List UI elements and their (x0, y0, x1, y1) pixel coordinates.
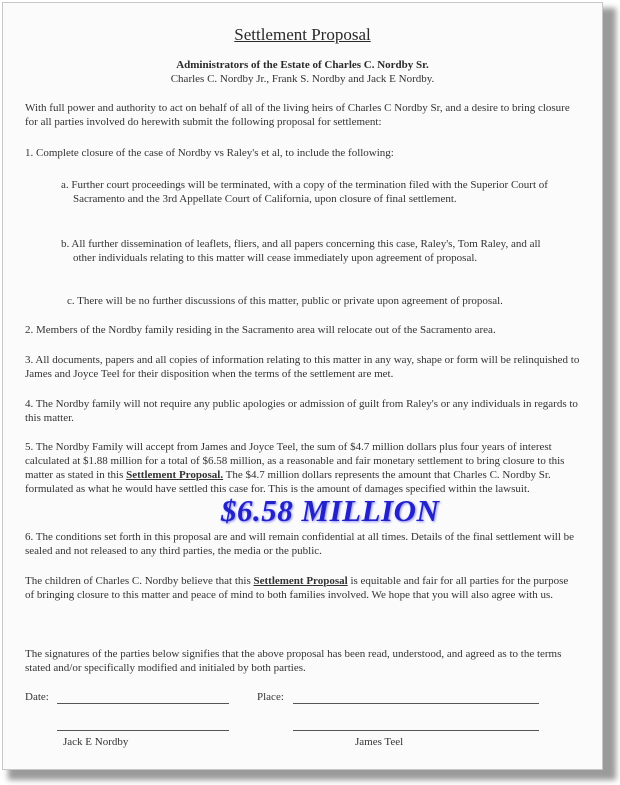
closing-text: The children of Charles C. Nordby believe that this (25, 575, 254, 587)
item-1c: c. There will be no further discussions of this matter, public or private upon agreement of proposal. (67, 295, 503, 307)
amount-stamp: $6.58 MILLION (221, 493, 440, 528)
signature-line-2[interactable] (293, 730, 539, 731)
document-page (2, 2, 603, 770)
signature-line-1[interactable] (57, 730, 229, 731)
signer-1-name: Jack E Nordby (63, 736, 129, 748)
item-2: 2. Members of the Nordby family residing in the Sacramento area will relocate out of the Sacramento area. (25, 324, 496, 336)
item-1: 1. Complete closure of the case of Nordby vs Raley's et al, to include the following: (25, 147, 394, 159)
signer-2-name: James Teel (355, 736, 404, 748)
item-5-text-cont: The $4.7 million dollars represents the amount that Charles C. Nordby Sr. formulated as what he would have settled this case for. This is the amount of damages specified within the lawsuit. (25, 469, 551, 495)
item-6: 6. The conditions set forth in this proposal are and will remain confidential at all times. Details of the final settlement will be sealed and not released to any third parties, the media or the public. (25, 531, 575, 557)
place-label: Place: (257, 691, 284, 703)
item-4: 4. The Nordby family will not require any public apologies or admission of guilt from Raley's or any individuals in regards to this matter. (25, 398, 578, 424)
closing-text-cont: is equitable and fair for all parties for the purpose of bringing closure to this matter and peace of mind to both families involved. We hope that you will also agree with us. (25, 575, 569, 601)
item-5-text: 5. The Nordby Family will accept from James and Joyce Teel, the sum of $4.7 million dollars plus four years of interest calculated at $1.88 million for a total of $6.58 million, as a reasonable and fair monetary settlement to bring closure to this matter as stated in this (25, 441, 565, 481)
date-line[interactable] (57, 703, 229, 704)
settlement-proposal-ref: Settlement Proposal. (126, 469, 224, 481)
settlement-proposal-ref-2: Settlement Proposal (253, 575, 348, 587)
closing-paragraph (25, 574, 580, 602)
intro-paragraph: With full power and authority to act on behalf of all of the living heirs of Charles C Nordby Sr, and a desire to bring closure for all parties involved do herewith submit the following proposal for settlement: (25, 102, 570, 128)
administrators-names: Charles C. Nordby Jr., Frank S. Nordby and Jack E Nordby. (170, 73, 435, 85)
place-line[interactable] (293, 703, 539, 704)
date-label: Date: (25, 691, 49, 703)
item-3: 3. All documents, papers and all copies of information relating to this matter in any way, shape or form will be relinquished to James and Joyce Teel for their disposition when the terms of the settlement are met. (25, 354, 580, 380)
item-1a: a. Further court proceedings will be terminated, with a copy of the termination filed with the Superior Court of Sacramento and the 3rd Appellate Court of California, upon closure of final settlement. (61, 179, 548, 205)
administrators-heading: Administrators of the Estate of Charles C. Nordby Sr. (176, 59, 429, 71)
item-1b: b. All further dissemination of leaflets, fliers, and all papers concerning this case, Raley's, Tom Raley, and all other individuals relating to this matter will cease immediately upon agreement of proposal. (61, 238, 541, 264)
document-title: Settlement Proposal (234, 25, 371, 44)
signature-statement: The signatures of the parties below signifies that the above proposal has been read, understood, and agreed as to the terms stated and/or specifically modified and initialed by both parties. (25, 648, 562, 674)
item-5 (25, 440, 580, 496)
